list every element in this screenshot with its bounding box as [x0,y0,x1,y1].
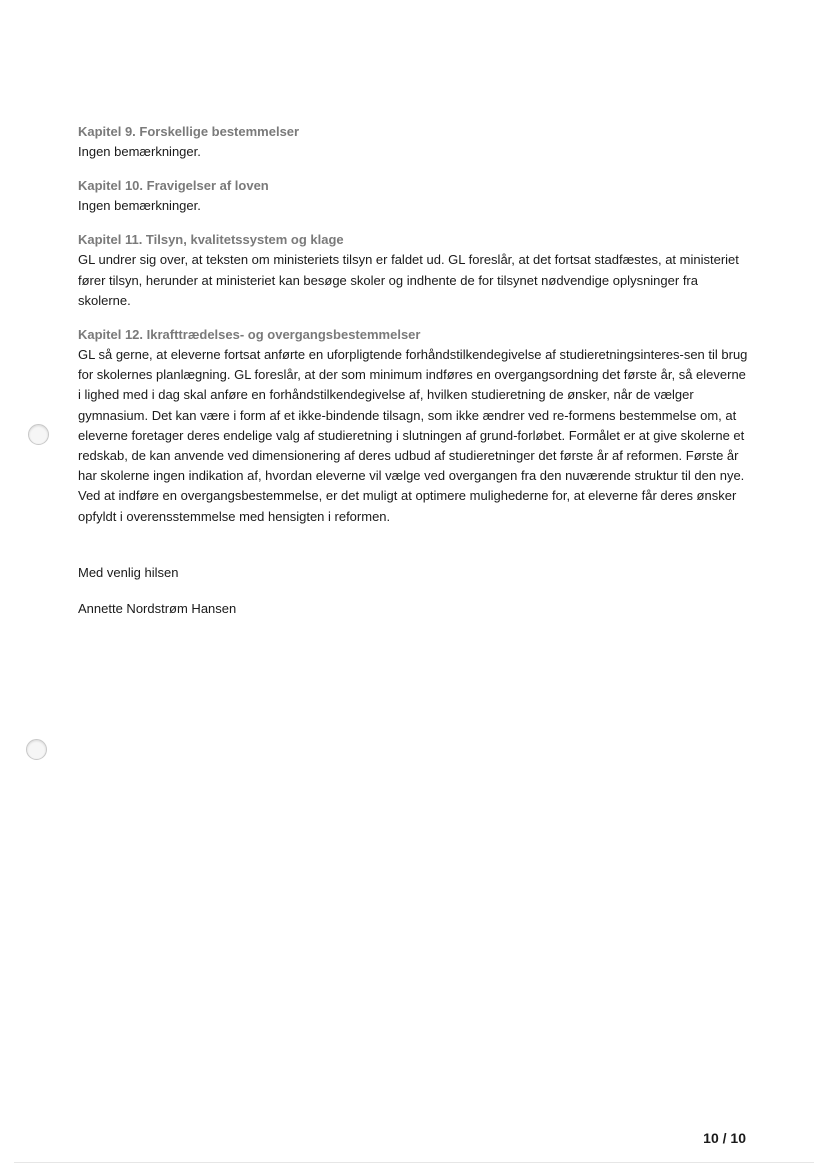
document-body [78,122,750,619]
section-heading: Kapitel 11. Tilsyn, kvalitetssystem og klage [78,232,344,248]
section-body: Ingen bemærkninger. [78,144,201,159]
section-chapter-10 [78,176,750,216]
section-heading: Kapitel 12. Ikrafttrædelses- og overgangsbestemmelser [78,327,421,343]
section-heading: Kapitel 9. Forskellige bestemmelser [78,124,300,139]
section-chapter-12 [78,325,750,527]
section-body: Ingen bemærkninger. [78,198,201,214]
page-bottom-edge [14,1162,814,1163]
section-body: GL undrer sig over, at teksten om ministeriets tilsyn er faldet ud. GL foreslår, at det fortsat stadfæstes, at ministeriet fører tilsyn, herunder at ministeriet kan besøge skoler og indhente de for tilsynet nødvendige oplysninger fra skolerne. [78,252,739,308]
closing-greeting: Med venlig hilsen [78,564,179,580]
section-chapter-9 [78,122,750,162]
section-body: GL så gerne, at eleverne fortsat anførte en uforpligtende forhåndstilkendegivelse af studieretningsinteres-sen til brug for skolernes planlægning. GL foreslår, at der som minimum indføres en overgangsordning det første år, så eleverne i lighed med i dag skal anføre en forhåndstilkendegivelse af, hvilken studieretning de ønsker, når de vælger gymnasium. Det kan være i form af et ikke-bindende tilsagn, som ikke ændrer ved re-formens bestemmelse om, at eleverne foretager deres endelige valg af studieretning i slutningen af grund-forløbet. Formålet er at give skolerne et redskab, de kan anvende ved dimensionering af deres udbud af studieretninger det første år af reformen. Første år har skolerne ingen indikation af, hvordan eleverne vil vælge ved overgangen fra den nuværende struktur til den nye. Ved at indføre en overgangsbestemmelse, er det muligt at optimere mulighederne for, at eleverne får deres ønsker opfyldt i overensstemmelse med hensigten i reformen. [78,347,748,524]
page-number: 10 / 10 [703,1130,746,1146]
punch-hole-marker [26,739,47,760]
section-chapter-11 [78,230,750,311]
section-heading: Kapitel 10. Fravigelser af loven [78,178,269,194]
signatory-name: Annette Nordstrøm Hansen [78,600,237,616]
punch-hole-marker [28,424,49,445]
